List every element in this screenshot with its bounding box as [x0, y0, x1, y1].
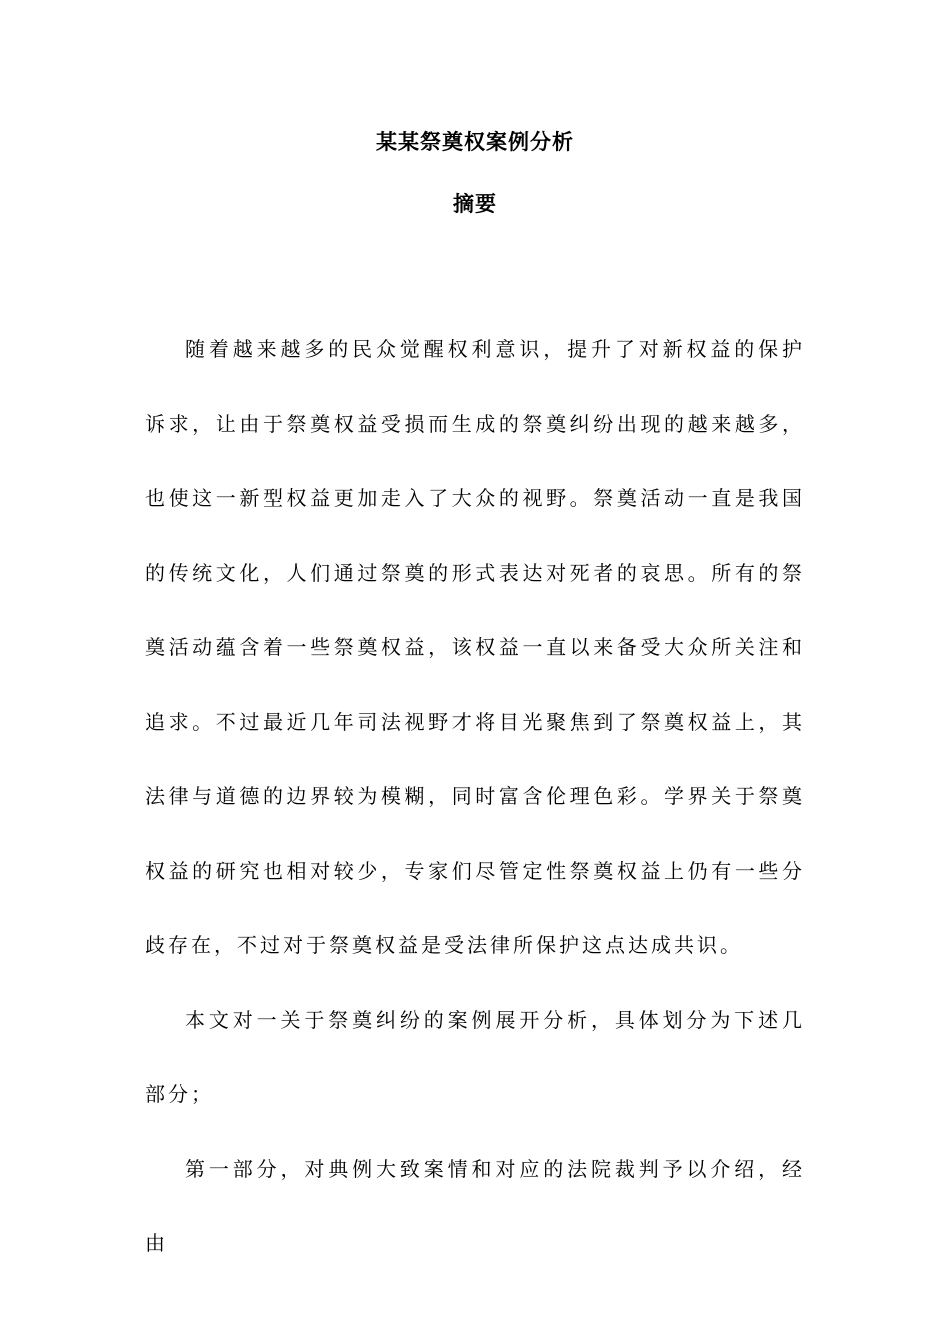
paragraph-2: 本文对一关于祭奠纠纷的案例展开分析，具体划分为下述几部分；	[145, 1007, 805, 1106]
paragraph-1: 随着越来越多的民众觉醒权利意识，提升了对新权益的保护诉求，让由于祭奠权益受损而生成的祭奠纠纷出现的越来越多，也使这一新型权益更加走入了大众的视野。祭奠活动一直是我国的传统文化，人们通过祭奠的形式表达对死者的哀思。所有的祭奠活动蕴含着一些祭奠权益，该权益一直以来备受大众所关注和追求。不过最近几年司法视野才将目光聚焦到了祭奠权益上，其法律与道德的边界较为模糊，同时富含伦理色彩。学界关于祭奠权益的研究也相对较少，专家们尽管定性祭奠权益上仍有一些分歧存在，不过对于祭奠权益是受法律所保护这点达成共识。	[145, 337, 805, 957]
document-title: 某某祭奠权案例分析	[376, 130, 574, 154]
abstract-heading: 摘要	[453, 192, 497, 216]
paragraph-3: 第一部分，对典例大致案情和对应的法院裁判予以介绍，经由	[145, 1156, 805, 1255]
abstract-body	[145, 312, 805, 1281]
